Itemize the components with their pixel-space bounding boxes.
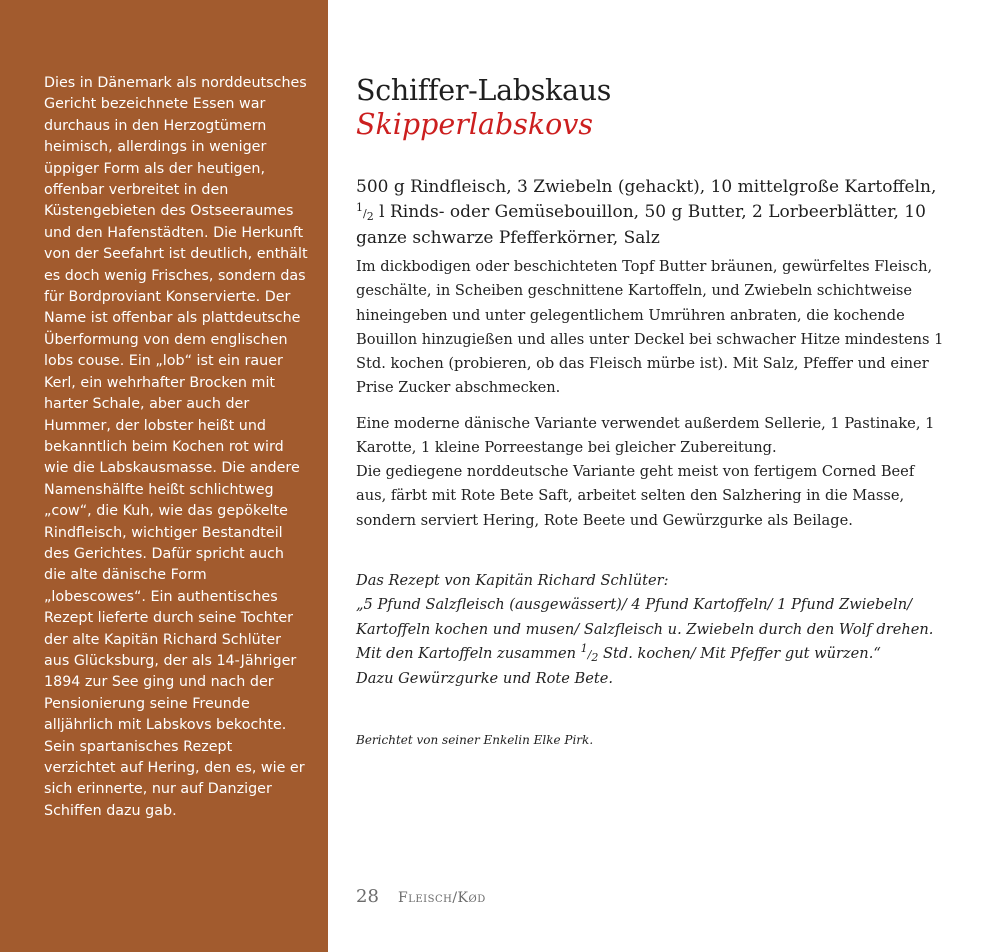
- page-footer: [356, 886, 486, 907]
- captain-recipe-intro: Das Rezept von Kapitän Richard Schlüter:: [356, 572, 669, 589]
- ingredients-fraction-denominator: 2: [366, 210, 374, 223]
- sidebar-panel: [0, 0, 328, 952]
- captain-recipe-quote: „5 Pfund Salzfleisch (ausgewässert)/ 4 Pfund Kartoffeln/ 1 Pfund Zwiebeln/ Kartoffeln kochen und musen/ Salzfleisch u. Zwiebeln durch den Wolf drehen. Mit den Kartoffeln zusammen $^1/_2$ Std. kochen/ Mit Pfeffer gut würzen.“: [356, 596, 934, 664]
- danish-variant-paragraph: Eine moderne dänische Variante verwendet außerdem Sellerie, 1 Pastinake, 1 Karotte, 1 kleine Porreestange bei gleicher Zubereitung.: [356, 415, 935, 457]
- sidebar-text: Dies in Dänemark als norddeutsches Gericht bezeichnete Essen war durchaus in den Herzogtümern heimisch, allerdings in weniger üppiger Form als der heutigen, offenbar verbreitet in den Küstengebieten des Ostseeraumes und den Hafenstädten. Die Herkunft von der Seefahrt ist deutlich, enthält es doch wenig Frisches, sondern das für Bordproviant Konservierte. Der Name ist offenbar als plattdeutsche Überformung von dem englischen lobs couse. Ein „lob“ ist ein rauer Kerl, ein wehrhafter Brocken mit harter Schale, aber auch der Hummer, der lobster heißt und bekanntlich beim Kochen rot wird wie die Labskausmasse. Die andere Namenshälfte heißt schlichtweg „cow“, die Kuh, wie das gepökelte Rindfleisch, wichtiger Bestandteil des Gerichtes. Dafür spricht auch die alte dänische Form „lobescowes“. Ein authentisches Rezept lieferte durch seine Tochter der alte Kapitän Richard Schlüter aus Glücksburg, der als 14-Jähriger 1894 zur See ging und nach der Pensionierung seine Freunde alljährlich mit Labskovs bekochte. Sein spartanisches Rezept verzichtet auf Hering, den es, wie er sich erinnerte, nur auf Danziger Schiffen dazu gab.: [44, 75, 308, 819]
- captain-quote-text-start: „5 Pfund Salzfleisch (ausgewässert)/ 4 Pfund Kartoffeln/ 1 Pfund Zwiebeln/ Kartoffeln kochen und musen/ Salzfleisch u. Zwiebeln durch den Wolf drehen. Mit den Kartoffeln zusammen: [356, 596, 934, 662]
- recipe-title: Schiffer-Labskaus: [356, 74, 612, 107]
- instructions-paragraph: Im dickbodigen oder beschichteten Topf Butter bräunen, gewürfeltes Fleisch, geschälte, in Scheiben geschnittene Kartoffeln, und Zwiebeln schichtweise hineingeben und unter gelegentlichem Umrühren anbraten, die kochende Bouillon hinzugießen und alles unter Deckel bei schwacher Hitze mindestens 1 Std. kochen (probieren, ob das Fleisch mürbe ist). Mit Salz, Pfeffer und einer Prise Zucker abschmecken.: [356, 258, 944, 397]
- attribution-note: Berichtet von seiner Enkelin Elke Pirk.: [356, 733, 594, 747]
- page-number: 28: [356, 886, 379, 907]
- captain-quote-fraction-denominator: 2: [591, 650, 599, 664]
- ingredients-list: 500 g Rindfleisch, 3 Zwiebeln (gehackt), 10 mittelgroße Kartoffeln, $^1$/2 l Rinds- oder Gemüsebouillon, 50 g Butter, 2 Lorbeerblätter, 10 ganze schwarze Pfefferkörner, Salz: [356, 177, 937, 248]
- recipe-subtitle: Skipperlabskovs: [356, 108, 594, 141]
- ingredients-text-end: l Rinds- oder Gemüsebouillon, 50 g Butter, 2 Lorbeerblätter, 10 ganze schwarze Pfefferkörner, Salz: [356, 202, 926, 248]
- captain-quote-text-end: Std. kochen/ Mit Pfeffer gut würzen.“: [598, 644, 881, 662]
- captain-recipe-closing: Dazu Gewürzgurke und Rote Bete.: [356, 670, 614, 688]
- running-head: Fleisch/Kød: [398, 890, 486, 906]
- ingredients-text-start: 500 g Rindfleisch, 3 Zwiebeln (gehackt), 10 mittelgroße Kartoffeln,: [356, 177, 937, 197]
- captain-quote-fraction-numerator: 1: [580, 641, 588, 655]
- captain-recipe-block: [356, 569, 946, 691]
- ingredients-fraction-numerator: 1: [356, 201, 363, 214]
- german-variant-paragraph: Die gediegene norddeutsche Variante geht meist von fertigem Corned Beef aus, färbt mit Rote Bete Saft, arbeitet selten den Salzhering in die Masse, sondern serviert Hering, Rote Beete und Gewürzgurke als Beilage.: [356, 463, 915, 529]
